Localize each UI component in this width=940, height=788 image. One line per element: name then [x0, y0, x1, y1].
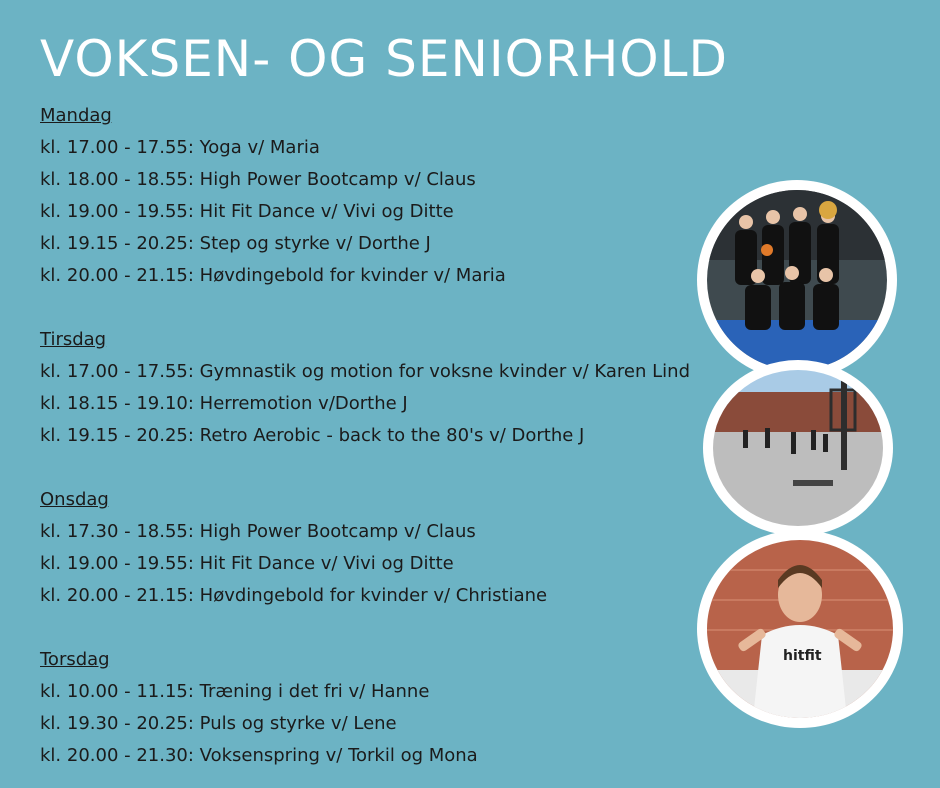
day-heading-torsdag: Torsdag: [40, 649, 110, 670]
outdoor-training-photo: [703, 360, 893, 536]
day-heading-onsdag: Onsdag: [40, 489, 109, 510]
schedule-entry: kl. 18.15 - 19.10: Herremotion v/Dorthe J: [40, 393, 408, 414]
schedule-entry: kl. 18.00 - 18.55: High Power Bootcamp v/ Claus: [40, 169, 476, 190]
schedule-entry: kl. 20.00 - 21.15: Høvdingebold for kvinder v/ Maria: [40, 265, 506, 286]
schedule-entry: kl. 19.30 - 20.25: Puls og styrke v/ Lene: [40, 713, 397, 734]
schedule-entry: kl. 19.15 - 20.25: Step og styrke v/ Dorthe J: [40, 233, 431, 254]
schedule-entry: kl. 19.15 - 20.25: Retro Aerobic - back to the 80's v/ Dorthe J: [40, 425, 585, 446]
schedule: [40, 100, 720, 772]
page-title: VOKSEN- OG SENIORHOLD: [40, 30, 729, 88]
instructor-image: [707, 540, 893, 718]
schedule-entry: kl. 19.00 - 19.55: Hit Fit Dance v/ Vivi og Ditte: [40, 553, 454, 574]
group-photo-image: [707, 190, 887, 370]
schedule-entry: kl. 20.00 - 21.15: Høvdingebold for kvinder v/ Christiane: [40, 585, 548, 606]
schedule-entry: kl. 17.00 - 17.55: Yoga v/ Maria: [40, 137, 320, 158]
day-heading-mandag: Mandag: [40, 105, 112, 126]
group-photo: [697, 180, 897, 380]
shirt-logo-text: hitfit: [783, 648, 822, 664]
outdoor-training-image: [713, 370, 883, 526]
schedule-entry: kl. 10.00 - 11.15: Træning i det fri v/ Hanne: [40, 681, 430, 702]
schedule-entry: kl. 17.00 - 17.55: Gymnastik og motion for voksne kvinder v/ Karen Lind: [40, 361, 690, 382]
schedule-entry: kl. 19.00 - 19.55: Hit Fit Dance v/ Vivi og Ditte: [40, 201, 454, 222]
instructor-photo: [697, 530, 903, 728]
schedule-entry: kl. 20.00 - 21.30: Voksenspring v/ Torkil og Mona: [40, 745, 478, 766]
schedule-entry: kl. 17.30 - 18.55: High Power Bootcamp v/ Claus: [40, 521, 476, 542]
day-heading-tirsdag: Tirsdag: [40, 329, 107, 350]
